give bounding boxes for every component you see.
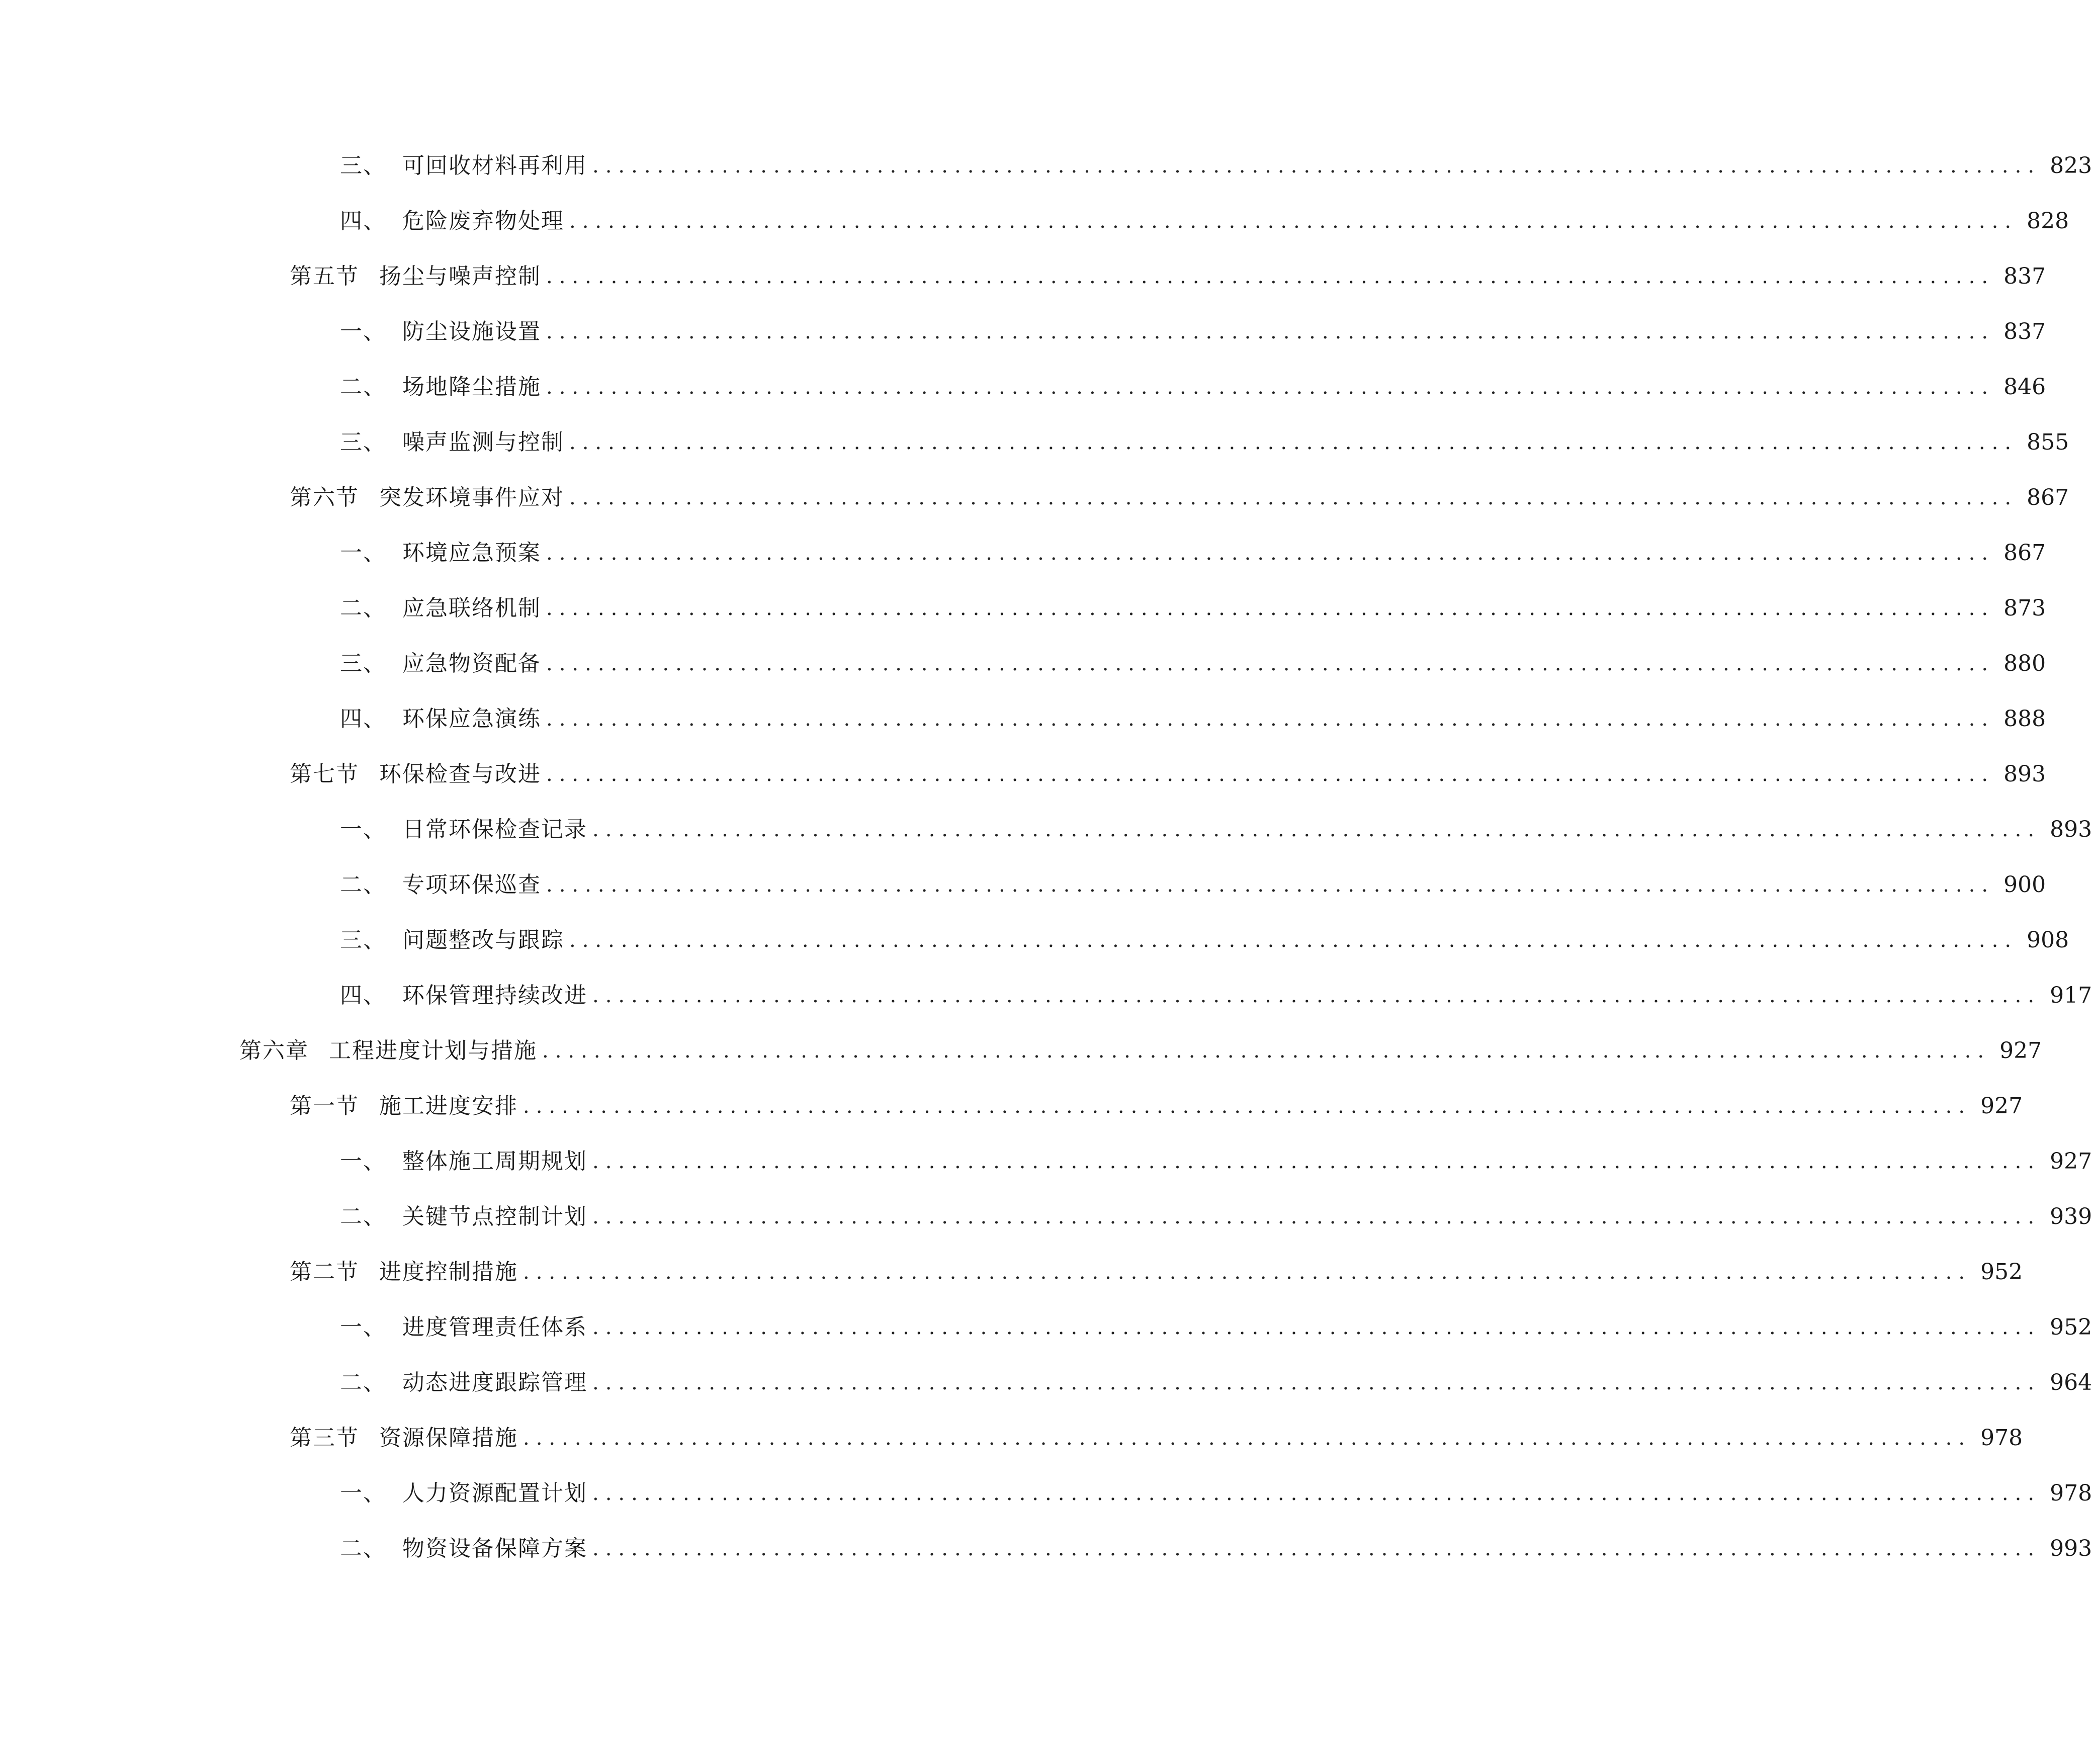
- toc-entry-number: 四、: [340, 706, 386, 732]
- toc-entry-page-number: 873: [2003, 595, 2046, 621]
- toc-entry[interactable]: [340, 810, 2092, 850]
- toc-entry-title: 日常环保检查记录: [402, 817, 587, 842]
- toc-entry-page-number: 939: [2050, 1204, 2092, 1229]
- toc-entry-number: 二、: [340, 1370, 386, 1395]
- toc-dot-leader: ................................................................................................................: [569, 431, 2018, 454]
- toc-entry-page-number: 993: [2050, 1536, 2092, 1561]
- toc-entry-page-number: 893: [2050, 817, 2092, 842]
- toc-entry-number: 二、: [340, 595, 386, 621]
- toc-entry-title: 问题整改与跟踪: [402, 927, 564, 953]
- toc-entry[interactable]: [290, 478, 2069, 518]
- toc-entry-number: 四、: [340, 208, 386, 234]
- toc-entry[interactable]: [340, 976, 2092, 1016]
- toc-entry-page-number: 888: [2003, 706, 2046, 732]
- toc-dot-leader: ................................................................................................................: [592, 818, 2041, 841]
- toc-entry[interactable]: [340, 644, 2046, 684]
- toc-dot-leader: ................................................................................................................: [569, 210, 2018, 233]
- toc-entry-number: 第六节: [290, 485, 359, 510]
- toc-entry-title: 进度控制措施: [379, 1259, 518, 1285]
- toc-entry[interactable]: [340, 865, 2046, 905]
- toc-dot-leader: ................................................................................................................: [523, 1261, 1972, 1284]
- toc-entry-number: 三、: [340, 429, 386, 455]
- toc-entry[interactable]: [340, 699, 2046, 739]
- toc-entry-number: 一、: [340, 1314, 386, 1340]
- toc-entry-page-number: 978: [2050, 1480, 2092, 1506]
- toc-entry-number: 一、: [340, 319, 386, 344]
- toc-entry-number: 二、: [340, 872, 386, 898]
- toc-entry-page-number: 837: [2003, 263, 2046, 289]
- toc-entry-page-number: 823: [2050, 153, 2092, 179]
- toc-entry-number: 一、: [340, 817, 386, 842]
- toc-entry[interactable]: [239, 1031, 2042, 1071]
- toc-entry-page-number: 837: [2003, 319, 2046, 344]
- toc-dot-leader: ................................................................................................................: [592, 1205, 2041, 1228]
- toc-entry-title: 工程进度计划与措施: [329, 1038, 537, 1064]
- toc-dot-leader: ................................................................................................................: [592, 1371, 2041, 1394]
- toc-entry-number: 第七节: [290, 761, 359, 787]
- toc-entry[interactable]: [340, 312, 2046, 352]
- toc-entry-page-number: 828: [2027, 208, 2069, 234]
- toc-dot-leader: ................................................................................................................: [546, 708, 1995, 731]
- toc-dot-leader: ................................................................................................................: [592, 1316, 2041, 1339]
- toc-entry-title: 突发环境事件应对: [379, 485, 564, 510]
- toc-entry[interactable]: [340, 1197, 2092, 1237]
- toc-dot-leader: ................................................................................................................: [542, 1039, 1991, 1063]
- toc-entry-number: 二、: [340, 1204, 386, 1229]
- toc-entry[interactable]: [340, 1307, 2092, 1348]
- toc-entry-title: 危险废弃物处理: [402, 208, 564, 234]
- toc-entry-page-number: 855: [2027, 429, 2069, 455]
- toc-entry-page-number: 917: [2050, 983, 2092, 1008]
- toc-entry-number: 三、: [340, 153, 386, 179]
- toc-entry-number: 三、: [340, 651, 386, 676]
- toc-entry-page-number: 880: [2003, 651, 2046, 676]
- toc-entry-title: 应急物资配备: [402, 651, 541, 676]
- toc-entry-number: 二、: [340, 1536, 386, 1561]
- toc-entry-number: 一、: [340, 1480, 386, 1506]
- toc-entry-title: 物资设备保障方案: [402, 1536, 587, 1561]
- toc-entry[interactable]: [290, 1418, 2023, 1458]
- toc-entry[interactable]: [340, 146, 2092, 186]
- toc-entry[interactable]: [340, 588, 2046, 629]
- toc-entry-title: 专项环保巡查: [402, 872, 541, 898]
- toc-dot-leader: ................................................................................................................: [546, 542, 1995, 565]
- toc-entry[interactable]: [290, 256, 2046, 297]
- toc-dot-leader: ................................................................................................................: [592, 984, 2041, 1007]
- toc-entry-page-number: 846: [2003, 374, 2046, 400]
- toc-entry-title: 环保应急演练: [402, 706, 541, 732]
- toc-dot-leader: ................................................................................................................: [592, 1537, 2041, 1560]
- toc-entry-page-number: 952: [1980, 1259, 2023, 1285]
- toc-entry[interactable]: [340, 1529, 2092, 1569]
- toc-entry-page-number: 952: [2050, 1314, 2092, 1340]
- toc-dot-leader: ................................................................................................................: [592, 1482, 2041, 1505]
- toc-entry-number: 三、: [340, 927, 386, 953]
- toc-entry[interactable]: [340, 1141, 2092, 1182]
- toc-dot-leader: ................................................................................................................: [546, 320, 1995, 343]
- toc-dot-leader: ................................................................................................................: [546, 265, 1995, 288]
- toc-entry-number: 一、: [340, 1149, 386, 1174]
- toc-entry[interactable]: [290, 1086, 2023, 1126]
- toc-entry-title: 进度管理责任体系: [402, 1314, 587, 1340]
- toc-entry[interactable]: [340, 367, 2046, 407]
- toc-dot-leader: ................................................................................................................: [523, 1427, 1972, 1450]
- toc-entry[interactable]: [340, 533, 2046, 573]
- toc-entry[interactable]: [340, 201, 2069, 241]
- toc-entry-number: 第三节: [290, 1425, 359, 1451]
- toc-entry-title: 可回收材料再利用: [402, 153, 587, 179]
- toc-dot-leader: ................................................................................................................: [546, 376, 1995, 399]
- toc-entry-title: 人力资源配置计划: [402, 1480, 587, 1506]
- toc-entry[interactable]: [290, 1252, 2023, 1292]
- toc-dot-leader: ................................................................................................................: [546, 597, 1995, 620]
- toc-entry-page-number: 978: [1980, 1425, 2023, 1451]
- toc-dot-leader: ................................................................................................................: [569, 486, 2018, 509]
- toc-entry-title: 关键节点控制计划: [402, 1204, 587, 1229]
- toc-entry-page-number: 867: [2003, 540, 2046, 566]
- toc-entry-title: 资源保障措施: [379, 1425, 518, 1451]
- toc-entry-number: 一、: [340, 540, 386, 566]
- toc-entry-page-number: 908: [2027, 927, 2069, 953]
- toc-entry-title: 施工进度安排: [379, 1093, 518, 1119]
- toc-entry-title: 环保检查与改进: [379, 761, 541, 787]
- toc-entry-title: 动态进度跟踪管理: [402, 1370, 587, 1395]
- toc-entry-page-number: 927: [2050, 1149, 2092, 1174]
- toc-entry[interactable]: [340, 422, 2069, 463]
- toc-dot-leader: ................................................................................................................: [592, 154, 2041, 178]
- toc-dot-leader: ................................................................................................................: [546, 873, 1995, 897]
- toc-entry-number: 第一节: [290, 1093, 359, 1119]
- toc-entry-title: 环境应急预案: [402, 540, 541, 566]
- toc-entry-title: 场地降尘措施: [402, 374, 541, 400]
- toc-entry-page-number: 927: [1999, 1038, 2042, 1064]
- toc-entry[interactable]: [340, 1473, 2092, 1514]
- toc-dot-leader: ................................................................................................................: [569, 929, 2018, 952]
- toc-entry-title: 应急联络机制: [402, 595, 541, 621]
- toc-entry-title: 扬尘与噪声控制: [379, 263, 541, 289]
- toc-entry-number: 第五节: [290, 263, 359, 289]
- toc-entry-page-number: 867: [2027, 485, 2069, 510]
- toc-dot-leader: ................................................................................................................: [546, 763, 1995, 786]
- toc-entry-title: 整体施工周期规划: [402, 1149, 587, 1174]
- toc-entry-number: 二、: [340, 374, 386, 400]
- toc-entry-title: 环保管理持续改进: [402, 983, 587, 1008]
- toc-entry[interactable]: [340, 1363, 2092, 1403]
- toc-entry-number: 四、: [340, 983, 386, 1008]
- toc-entry[interactable]: [290, 754, 2046, 795]
- toc-dot-leader: ................................................................................................................: [546, 652, 1995, 675]
- toc-entry-page-number: 927: [1980, 1093, 2023, 1119]
- toc-entry-title: 噪声监测与控制: [402, 429, 564, 455]
- toc-entry-number: 第二节: [290, 1259, 359, 1285]
- toc-dot-leader: ................................................................................................................: [592, 1150, 2041, 1173]
- toc-dot-leader: ................................................................................................................: [523, 1095, 1972, 1118]
- toc-entry-page-number: 900: [2003, 872, 2046, 898]
- toc-entry[interactable]: [340, 920, 2069, 960]
- toc-entry-number: 第六章: [239, 1038, 309, 1064]
- toc-entry-title: 防尘设施设置: [402, 319, 541, 344]
- toc-entry-page-number: 893: [2003, 761, 2046, 787]
- toc-entry-page-number: 964: [2050, 1370, 2092, 1395]
